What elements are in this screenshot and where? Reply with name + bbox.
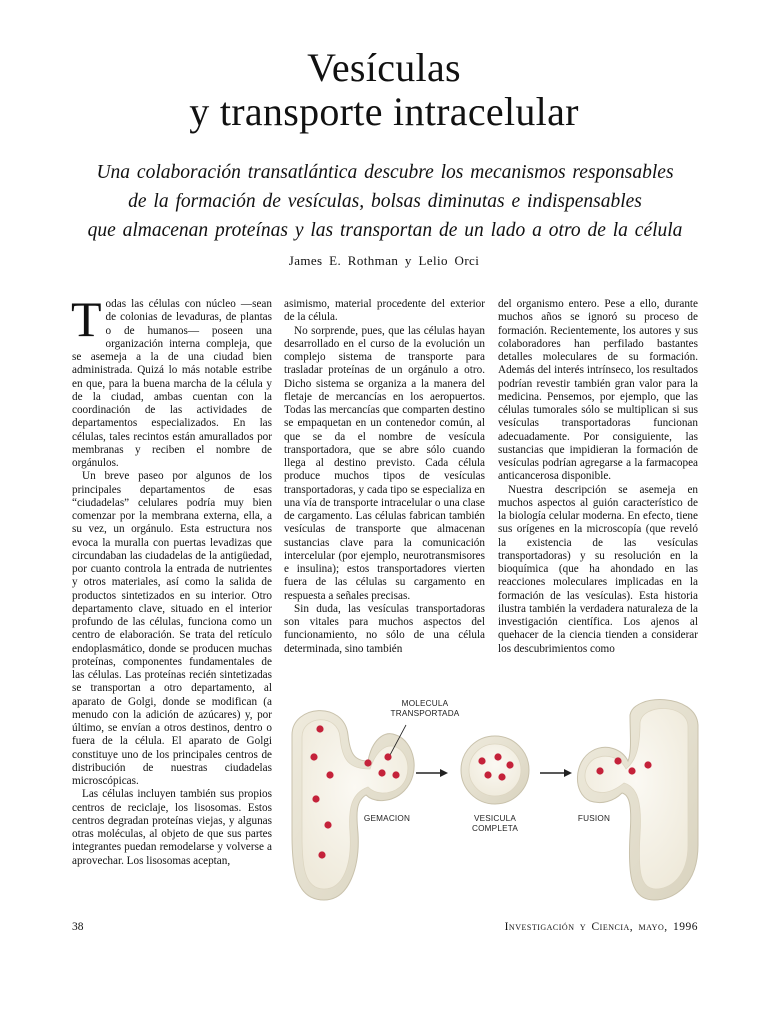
- text-column-1: [71, 291, 272, 868]
- article-title: [0, 46, 768, 134]
- cargo-molecule: [318, 851, 325, 858]
- vesicle-transport-diagram: [284, 695, 704, 905]
- page-number: 38: [72, 921, 84, 933]
- label-line: VESICULA: [473, 814, 517, 823]
- label-complete-vesicle: [458, 814, 532, 833]
- author-byline: James E. Rothman y Lelio Orci: [288, 253, 480, 268]
- cargo-molecule: [628, 767, 635, 774]
- label-line: COMPLETA: [471, 823, 519, 833]
- cargo-molecule: [494, 753, 501, 760]
- arrow-budding-to-vesicle: [416, 769, 448, 777]
- paragraph-text: odas las células con núcleo —sean de colonias de levaduras, de plantas o de humanos— poseen una organización interna compleja, que se asemeja a la de una ciudad bien administrada. Quizá lo más notable estribe en que, para la buena marcha de la célula y de la ciudad, ambas cuentan con la coordinación de las actividades de departamentos especializados. En las células, tales recintos están amurallados por membranas y reciben el nombre de orgánulos.: [72, 298, 272, 469]
- acceptor-compartment: [577, 700, 698, 900]
- subtitle-line-1: Una colaboración transatlántica descubre los mecanismos responsables: [96, 162, 674, 183]
- complete-vesicle: [461, 736, 529, 804]
- cargo-molecule: [596, 767, 603, 774]
- cargo-molecule: [324, 821, 331, 828]
- cargo-molecule: [326, 771, 333, 778]
- arrow-head: [440, 769, 448, 777]
- subtitle-line-2: de la formación de vesículas, bolsas diminutas e indispensables: [128, 191, 642, 212]
- paragraph: Un breve paseo por algunos de los principales departamentos de esas “ciudadelas” celulares podría muy bien comenzar por la membrana externa, ella, a su vez, un orgánulo. Esta estructura nos evoca la muralla con puertas levadizas que circundaban las ciudadelas de la antigüedad, por cuanto controla la entrada de nutrientes y otros materiales, así como la salida de productos sintetizados en su interior. Otro departamento clave, situado en el interior profundo de las células, funciona como un centro de elaboración. Se trata del retículo endoplasmático, donde se producen muchas proteínas, componentes fundamentales de las células. Las proteínas recién sintetizadas se transportan a otro departamento, al aparato de Golgi, donde se modifican (a menudo con la adición de azúcares) y, por último, se envían a otros destinos, dentro o fuera de la célula. El aparato de Golgi constituye uno de los principales centros de distribución de nuestras ciudadelas microscópicas.: [72, 470, 272, 787]
- cargo-molecule: [312, 795, 319, 802]
- cargo-molecule: [392, 771, 399, 778]
- arrow-head: [564, 769, 572, 777]
- cargo-molecule: [378, 769, 385, 776]
- text-column-3: [498, 298, 698, 656]
- cargo-molecule: [316, 725, 323, 732]
- title-line-2: y transporte intracelular: [189, 89, 579, 134]
- paragraph: asimismo, material procedente del exterior de la célula.: [284, 298, 485, 324]
- cargo-molecule: [384, 753, 391, 760]
- label-transported-molecule: [380, 699, 470, 718]
- label-budding: GEMACION: [363, 814, 411, 823]
- cargo-molecule: [310, 753, 317, 760]
- paragraph: del organismo entero. Pese a ello, durante muchos años se ignoró su proceso de formación. Recientemente, los autores y sus colaboradores han perfilado bastantes detalles moleculares de su formación. Además del interés intrínseco, los resultados podrían revestir también gran valor para la medicina. Pensemos, por ejemplo, que las células tumorales sólo se multiplican si sus vesículas transportadoras funcionan adecuadamente. Por consiguiente, las sustancias que impidieran la formación de vesículas podrían agregarse a la farmacopea anticancerosa disponible.: [498, 298, 698, 483]
- cargo-molecule: [364, 759, 371, 766]
- subtitle-line-3: que almacenan proteínas y las transportan de un lado a otro de la célula: [87, 220, 683, 241]
- journal-citation: Investigación y Ciencia, mayo, 1996: [504, 921, 698, 933]
- donor-compartment: [292, 711, 414, 900]
- paragraph: No sorprende, pues, que las células hayan desarrollado en el curso de la evolución un complejo sistema de transporte para trasladar proteínas de un orgánulo a otro. Dicho sistema se organiza a la manera del fletaje de mercancías en los aeropuertos. Todas las mercancías que comparten destino se empaquetan en un contenedor común, al que se da el nombre de vesícula transportadora, que se abre sólo cuando llega al destino previsto. Cada célula produce muchos tipos de vesículas transportadoras, y cada tipo se especializa en una vía de transporte intracelular o una clase de cargamento. Las células fabrican también vesículas de transporte que almacenan sustancias clave para la comunicación intercelular (por ejemplo, neurotransmisores e insulina); estos transportadores vierten fuera de las células su cargamento en respuesta a señales precisas.: [284, 324, 485, 602]
- label-fusion: FUSION: [577, 814, 611, 823]
- text-column-2: [284, 298, 485, 656]
- title-line-1: Vesículas: [307, 45, 461, 90]
- paragraph: [71, 291, 272, 470]
- paragraph: Sin duda, las vesículas transportadoras son vitales para muchos aspectos del funcionamiento, no sólo de una célula determinada, sino también: [284, 602, 485, 655]
- label-line: TRANSPORTADA: [390, 708, 460, 718]
- vesicle-lumen: [469, 744, 521, 796]
- paragraph: Nuestra descripción se asemeja en muchos aspectos al guión característico de la biología celular moderna. En efecto, tiene sus orígenes en la microscopía (que reveló la existencia de las vesículas transportadoras) y su resolución en la bioquímica (que ha ahondado en las reacciones moleculares implicadas en la formación de las vesículas). Esta historia ilustra también la verdadera naturaleza de la investigación científica. Los ajenos al quehacer de la ciencia tienden a considerar los descubrimientos como: [498, 483, 698, 655]
- diagram-svg: [284, 695, 704, 905]
- cargo-molecule: [484, 771, 491, 778]
- paragraph: Las células incluyen también sus propios centros de reciclaje, los lisosomas. Estos centros degradan proteínas viejas, y algunas otras moléculas, al objeto de que sus partes integrantes puedan remodelarse y volverse a aprovechar. Los lisosomas aceptan,: [72, 788, 272, 867]
- cargo-molecule: [506, 761, 513, 768]
- article-subtitle: [50, 158, 720, 245]
- cargo-molecule: [644, 761, 651, 768]
- arrow-vesicle-to-fusion: [540, 769, 572, 777]
- cargo-molecule: [498, 773, 505, 780]
- drop-cap: T: [71, 291, 102, 347]
- cargo-molecule: [614, 757, 621, 764]
- cargo-molecule: [478, 757, 485, 764]
- label-line: MOLECULA: [401, 699, 449, 708]
